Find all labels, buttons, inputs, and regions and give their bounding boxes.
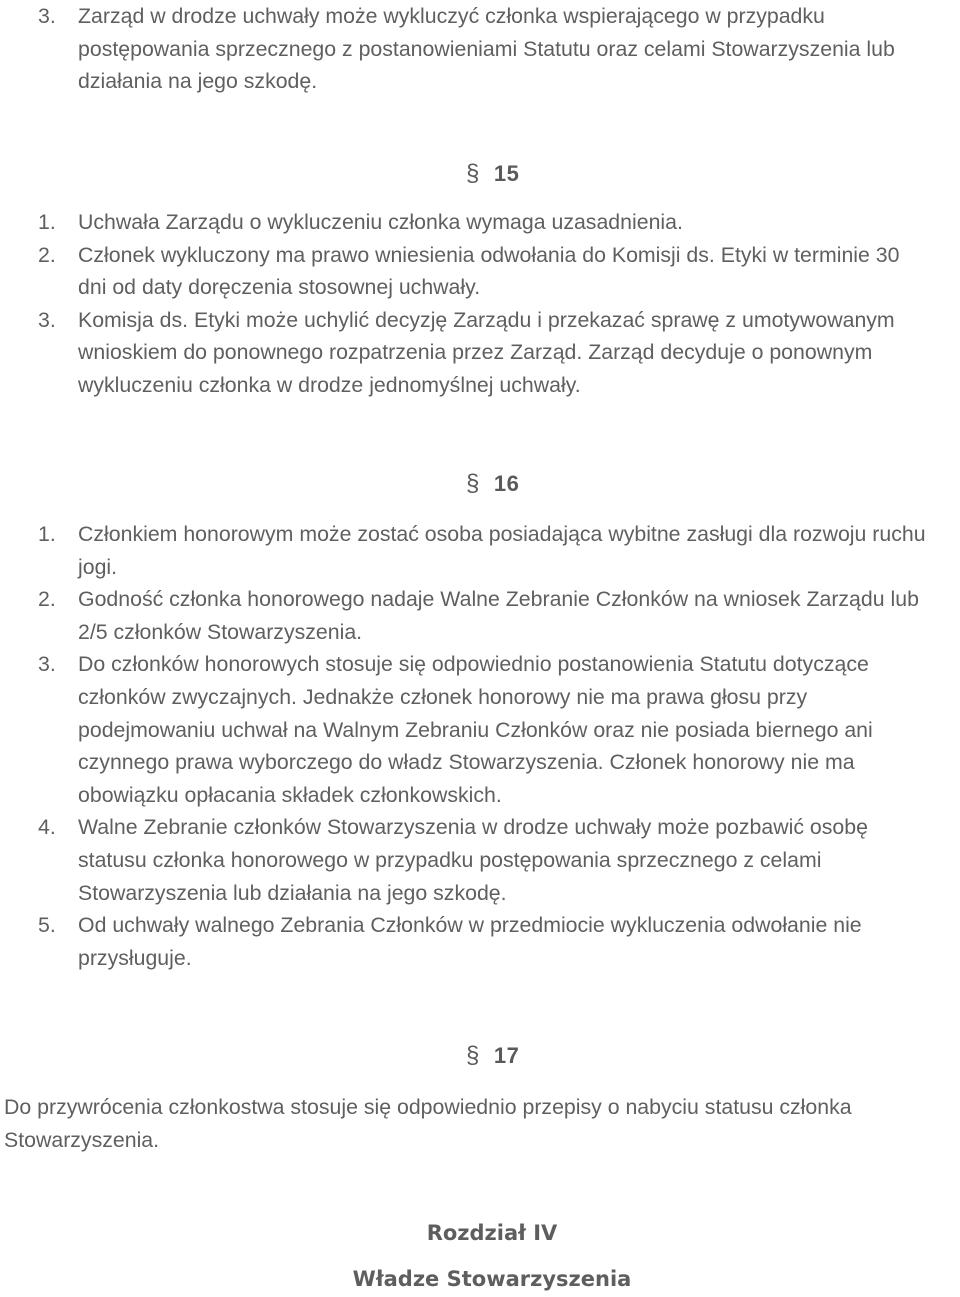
paragraph-list-16 — [0, 518, 930, 974]
list-number: 4. — [38, 815, 56, 840]
list-number: 3. — [38, 307, 56, 332]
list-number: 3. — [38, 652, 56, 677]
list-item — [0, 239, 930, 304]
list-text: Zarząd w drodze uchwały może wykluczyć członka wspierającego w przypadku postępowania sprzecznego z postanowieniami Statutu oraz celami Stowarzyszenia lub działania na jego szkodę. — [78, 4, 895, 94]
section-symbol: § — [466, 470, 480, 497]
list-text: Członkiem honorowym może zostać osoba posiadająca wybitne zasługi dla rozwoju ruchu jogi. — [78, 522, 926, 579]
list-item — [0, 0, 930, 98]
section-number: 17 — [493, 1043, 520, 1068]
section-symbol: § — [466, 160, 480, 187]
section-number: 16 — [493, 471, 520, 496]
list-item — [0, 909, 960, 974]
chapter-title: Rozdział IV — [426, 1221, 558, 1245]
section-symbol: § — [466, 1042, 480, 1069]
section-heading-15 — [466, 160, 519, 188]
list-text: Uchwała Zarządu o wykluczeniu członka wymaga uzasadnienia. — [78, 210, 683, 234]
list-text: Walne Zebranie członków Stowarzyszenia w drodze uchwały może pozbawić osobę statusu członka honorowego w przypadku postępowania sprzecznego z celami Stowarzyszenia lub działania na jego szkodę. — [78, 815, 868, 905]
list-number: 1. — [38, 522, 56, 546]
list-text: Komisja ds. Etyki może uchylić decyzję Zarządu i przekazać sprawę z umotywowanym wnioskiem do ponownego rozpatrzenia przez Zarząd. Zarząd decyduje o ponownym wykluczeniu członka w drodze jednomyślnej uchwały. — [78, 307, 895, 397]
list-item — [0, 518, 930, 583]
list-text: Członek wykluczony ma prawo wniesienia odwołania do Komisji ds. Etyki w terminie 30 dni od daty doręczenia stosownej uchwały. — [78, 242, 900, 300]
list-item — [0, 206, 930, 239]
list-item — [0, 648, 930, 811]
list-number: 2. — [38, 242, 56, 267]
chapter-subtitle: Władze Stowarzyszenia — [352, 1267, 632, 1291]
list-text: Od uchwały walnego Zebrania Członków w przedmiocie wykluczenia odwołanie nie przysługuje. — [78, 913, 862, 970]
list-text: Godność członka honorowego nadaje Walne Zebranie Członków na wniosek Zarządu lub 2/5 członków Stowarzyszenia. — [78, 587, 919, 644]
section-heading-17 — [466, 1042, 519, 1070]
list-number: 3. — [38, 4, 56, 28]
list-number: 1. — [38, 210, 56, 234]
list-item — [0, 304, 930, 402]
list-item — [0, 583, 930, 648]
paragraph-list-15 — [0, 206, 930, 402]
list-item — [0, 811, 930, 909]
section-17-text: Do przywrócenia członkostwa stosuje się odpowiednio przepisy o nabyciu statusu członka Stowarzyszenia. — [4, 1095, 852, 1152]
list-number: 2. — [38, 587, 56, 612]
list-number: 5. — [38, 913, 56, 938]
section-number: 15 — [493, 161, 520, 186]
list-text: Do członków honorowych stosuje się odpowiednio postanowienia Statutu dotyczące członków zwyczajnych. Jednakże członek honorowy nie ma prawa głosu przy podejmowaniu uchwał na Walnym Zebraniu Członków oraz nie posiada biernego ani czynnego prawa wyborczego do władz Stowarzyszenia. Członek honorowy nie ma obowiązku opłacania składek członkowskich. — [78, 652, 873, 807]
paragraph-list-top — [0, 0, 930, 98]
section-heading-16 — [466, 470, 519, 498]
